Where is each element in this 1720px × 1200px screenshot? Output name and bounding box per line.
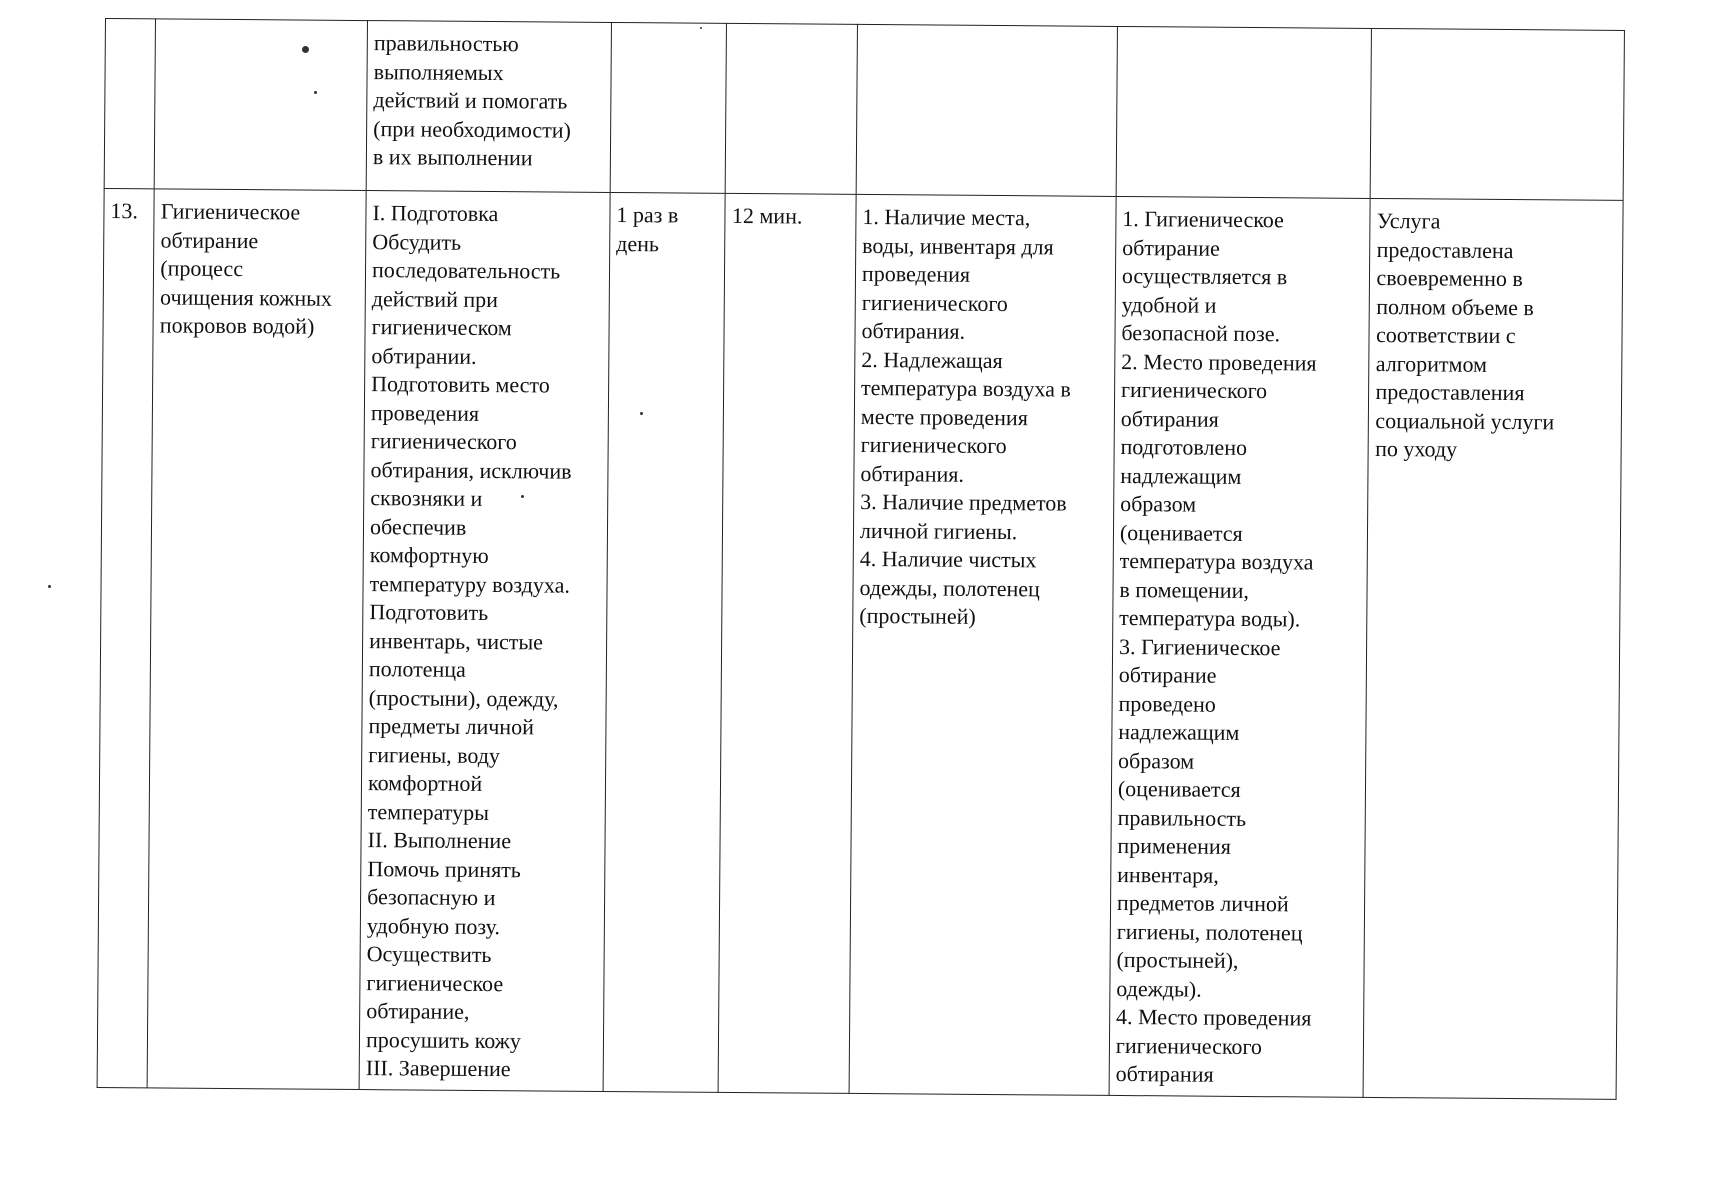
cell-result-assessment: Услуга предоставлена своевременно в полном объеме в соответствии с алгоритмом предоставления социальной услуги по уходу	[1364, 198, 1624, 1098]
cell-result-assessment	[1371, 28, 1625, 200]
cell-quality-indicators	[1116, 26, 1372, 198]
table-row-13	[97, 188, 1623, 1098]
cell-duration	[726, 23, 858, 194]
scan-speck	[314, 91, 317, 94]
table-row-continuation	[104, 19, 1624, 201]
cell-service-description: I. Подготовка Обсудить последовательность действий при гигиеническом обтирании. Подготовить место проведения гигиенического обтирания, исключив сквозняки и обеспечив комфортную температуру воздуха. Подготовить инвентарь, чистые полотенца (простыни), одежду, предметы личной гигиены, воду комфортной температуры II. Выполнение Помочь принять безопасную и удобную позу. Осуществить гигиеническое обтирание, просушить кожу III. Завершение	[359, 191, 610, 1091]
cell-service-description: правильностью выполняемых действий и помогать (при необходимости) в их выполнении	[366, 21, 611, 193]
services-table	[97, 18, 1625, 1099]
cell-duration: 12 мин.	[719, 193, 857, 1092]
cell-conditions: 1. Наличие места, воды, инвентаря для проведения гигиенического обтирания. 2. Надлежащая температура воздуха в месте проведения гигиенического обтирания. 3. Наличие предметов личной гигиены. 4. Наличие чистых одежды, полотенец (простыней)	[849, 194, 1116, 1095]
scan-speck	[48, 585, 51, 588]
cell-number: 13.	[97, 188, 154, 1087]
cell-number	[104, 19, 156, 189]
scan-speck	[521, 495, 524, 498]
scan-speck	[302, 46, 309, 53]
cell-frequency	[610, 22, 727, 193]
scan-speck	[640, 412, 643, 415]
cell-frequency: 1 раз в день	[603, 192, 726, 1091]
scan-speck	[700, 27, 702, 29]
cell-service-name	[154, 19, 367, 191]
cell-quality-indicators: 1. Гигиеническое обтирание осуществляется в удобной и безопасной позе. 2. Место проведения гигиенического обтирания подготовлено надлежащим образом (оценивается температура воздуха в помещении, температура воды). 3. Гигиеническое обтирание проведено надлежащим образом (оценивается правильность применения инвентаря, предметов личной гигиены, полотенец (простыней), одежды). 4. Место проведения гигиенического обтирания	[1109, 196, 1371, 1096]
cell-service-name: Гигиеническое обтирание (процесс очищения кожных покровов водой)	[147, 189, 366, 1089]
cell-conditions	[856, 24, 1117, 196]
